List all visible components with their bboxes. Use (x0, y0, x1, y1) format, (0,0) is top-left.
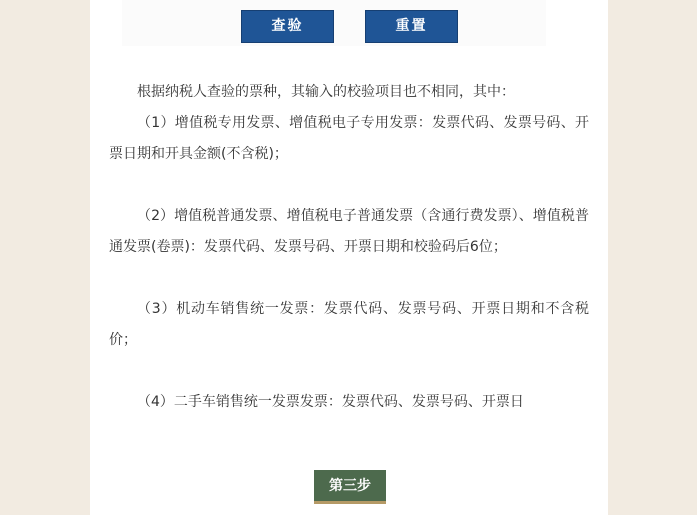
paragraph-gap (109, 170, 589, 201)
article-paper (90, 0, 608, 515)
reset-button[interactable]: 重置 (365, 10, 458, 43)
item-4-paragraph: （4）二手车销售统一发票发票：发票代码、发票号码、开票日 (137, 394, 524, 410)
item-2-paragraph: （2）增值税普通发票、增值税电子普通发票（含通行费发票）、增值税普通发票(卷票)：发票代码、发票号码、开票日期和校验码后6位； (109, 208, 589, 255)
item-1-paragraph: （1）增值税专用发票、增值税电子专用发票：发票代码、发票号码、开票日期和开具金额(不含税)； (109, 115, 589, 162)
step-three-badge: 第三步 (314, 470, 386, 504)
article-body (109, 77, 589, 418)
verify-form-footer (122, 0, 546, 46)
paragraph-gap (109, 356, 589, 387)
paragraph-gap (109, 263, 589, 294)
item-3-paragraph: （3）机动车销售统一发票：发票代码、发票号码、开票日期和不含税价； (109, 301, 589, 348)
verify-button[interactable]: 查验 (241, 10, 334, 43)
intro-paragraph: 根据纳税人查验的票种，其输入的校验项目也不相同，其中： (137, 84, 515, 100)
